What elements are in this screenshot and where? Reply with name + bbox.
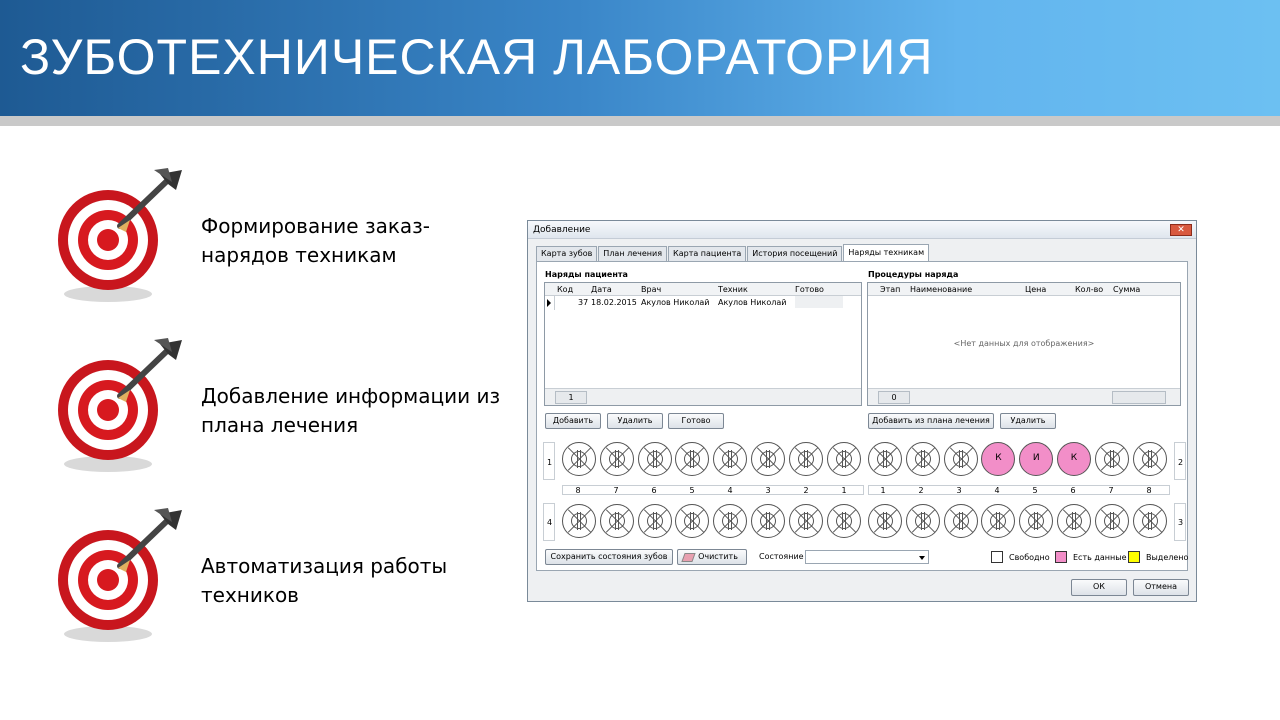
dialog-titlebar (528, 221, 1196, 239)
procedures-grid (867, 282, 1181, 406)
tooth-number: 8 (575, 486, 581, 495)
banner-stripe (0, 116, 1280, 126)
col-technician[interactable]: Техник (718, 285, 748, 294)
cell-technician[interactable]: Акулов Николай (718, 298, 787, 307)
tooth-button[interactable] (1095, 442, 1129, 476)
cell-ready[interactable] (795, 296, 843, 308)
orders-grid (544, 282, 862, 406)
col-price[interactable]: Цена (1025, 285, 1047, 294)
tooth-button[interactable] (1095, 504, 1129, 538)
tooth-button[interactable] (1019, 504, 1053, 538)
tooth-number: 8 (1146, 486, 1152, 495)
tooth-button[interactable] (562, 504, 596, 538)
tab-patient-card[interactable]: Карта пациента (668, 246, 746, 261)
tooth-button[interactable] (713, 504, 747, 538)
delete-order-button[interactable]: Удалить (607, 413, 663, 429)
tooth-button[interactable] (1057, 504, 1091, 538)
table-row[interactable] (545, 296, 861, 310)
tab-tooth-chart[interactable]: Карта зубов (536, 246, 597, 261)
state-select[interactable] (805, 550, 929, 564)
tooth-button[interactable] (944, 504, 978, 538)
tooth-button[interactable] (789, 504, 823, 538)
col-date[interactable]: Дата (591, 285, 612, 294)
tooth-number: 6 (1070, 486, 1076, 495)
add-order-button[interactable]: Добавить (545, 413, 601, 429)
cell-code[interactable]: 37 (578, 298, 589, 307)
eraser-icon (681, 553, 695, 562)
bullet-item (50, 168, 510, 308)
ok-button[interactable]: ОК (1071, 579, 1127, 596)
bullet-item (50, 338, 510, 478)
procedures-label: Процедуры наряда (868, 270, 959, 279)
ready-button[interactable]: Готово (668, 413, 724, 429)
tooth-number: 3 (765, 486, 771, 495)
tooth-button[interactable] (868, 504, 902, 538)
tab-content (536, 261, 1188, 571)
target-dart-icon (50, 508, 190, 648)
tooth-button[interactable] (600, 442, 634, 476)
tooth-button[interactable] (944, 442, 978, 476)
tooth-button[interactable] (1019, 442, 1053, 476)
close-icon[interactable]: ✕ (1170, 224, 1192, 236)
legend-free-label: Свободно (1009, 553, 1050, 562)
add-dialog (527, 220, 1197, 602)
tooth-button[interactable] (713, 442, 747, 476)
procedures-sum-box (1112, 391, 1166, 404)
slide-title: ЗУБОТЕХНИЧЕСКАЯ ЛАБОРАТОРИЯ (20, 29, 934, 85)
delete-procedure-button[interactable]: Удалить (1000, 413, 1056, 429)
tooth-button[interactable] (638, 504, 672, 538)
tooth-button[interactable] (827, 504, 861, 538)
tooth-button[interactable] (981, 504, 1015, 538)
bullet-text: Добавление информации из плана лечения (201, 384, 501, 437)
tooth-number: 2 (803, 486, 809, 495)
quadrant-2-label: 2 (1178, 458, 1184, 467)
tooth-button[interactable] (638, 442, 672, 476)
bullet-text: Формирование заказ- нарядов техникам (201, 214, 431, 267)
tooth-number: 7 (1108, 486, 1114, 495)
orders-count: 1 (555, 391, 587, 404)
procedures-grid-header (868, 283, 1180, 296)
tab-strip (536, 246, 930, 261)
orders-label: Наряды пациента (545, 270, 628, 279)
tooth-mark: К (1070, 453, 1078, 463)
tab-technician-orders[interactable]: Наряды техникам (843, 244, 929, 261)
bullet-item (50, 508, 510, 648)
procedures-grid-footer (868, 388, 1180, 405)
legend-has-data-label: Есть данные (1073, 553, 1127, 562)
cancel-button[interactable]: Отмена (1133, 579, 1189, 596)
quadrant-1-label: 1 (547, 458, 553, 467)
tooth-mark: И (1032, 453, 1040, 463)
quadrant-4-label: 4 (547, 518, 553, 527)
tooth-button[interactable] (675, 504, 709, 538)
state-label: Состояние (759, 552, 804, 561)
tooth-number: 5 (689, 486, 695, 495)
bullet-text: Автоматизация работы техников (201, 554, 448, 607)
col-ready[interactable]: Готово (795, 285, 824, 294)
legend-free-swatch (991, 551, 1003, 563)
tooth-button[interactable] (751, 442, 785, 476)
tooth-button[interactable] (1057, 442, 1091, 476)
save-tooth-states-button[interactable]: Сохранить состояния зубов (545, 549, 673, 565)
tooth-mark: К (995, 453, 1002, 463)
col-name[interactable]: Наименование (910, 285, 973, 294)
tooth-button[interactable] (1133, 442, 1167, 476)
cell-date[interactable]: 18.02.2015 (591, 298, 637, 307)
tooth-button[interactable] (562, 442, 596, 476)
orders-grid-footer (545, 388, 861, 405)
clear-button-label: Очистить (698, 552, 738, 561)
tooth-button[interactable] (600, 504, 634, 538)
procedures-count: 0 (878, 391, 910, 404)
cell-doctor[interactable]: Акулов Николай (641, 298, 710, 307)
clear-button[interactable] (677, 549, 747, 565)
quadrant-3-label: 3 (1178, 518, 1184, 527)
tooth-button[interactable] (751, 504, 785, 538)
col-qty[interactable]: Кол-во (1075, 285, 1104, 294)
tooth-number: 1 (841, 486, 847, 495)
tooth-button[interactable] (981, 442, 1015, 476)
tooth-button[interactable] (789, 442, 823, 476)
legend-selected-swatch (1128, 551, 1140, 563)
tab-visit-history[interactable]: История посещений (747, 246, 842, 261)
tooth-button[interactable] (1133, 504, 1167, 538)
tooth-number: 7 (613, 486, 619, 495)
tooth-number: 3 (956, 486, 962, 495)
tooth-number: 2 (918, 486, 924, 495)
tooth-number: 1 (880, 486, 886, 495)
row-indicator-icon (545, 296, 555, 310)
tooth-button[interactable] (868, 442, 902, 476)
chevron-down-icon (919, 556, 925, 560)
col-sum[interactable]: Сумма (1113, 285, 1141, 294)
tooth-button[interactable] (675, 442, 709, 476)
tooth-button[interactable] (906, 442, 940, 476)
col-stage[interactable]: Этап (880, 285, 901, 294)
add-from-plan-button[interactable]: Добавить из плана лечения (868, 413, 994, 429)
col-doctor[interactable]: Врач (641, 285, 662, 294)
target-dart-icon (50, 338, 190, 478)
tooth-button[interactable] (827, 442, 861, 476)
tooth-number: 4 (727, 486, 733, 495)
tooth-number: 5 (1032, 486, 1038, 495)
target-dart-icon (50, 168, 190, 308)
tooth-button[interactable] (906, 504, 940, 538)
tooth-number: 6 (651, 486, 657, 495)
empty-message: <Нет данных для отображения> (953, 339, 1095, 348)
legend-has-data-swatch (1055, 551, 1067, 563)
tooth-number: 4 (994, 486, 1000, 495)
legend-selected-label: Выделено (1146, 553, 1189, 562)
orders-grid-header (545, 283, 861, 296)
col-code[interactable]: Код (557, 285, 574, 294)
dialog-title: Добавление (533, 225, 591, 235)
tab-treatment-plan[interactable]: План лечения (598, 246, 667, 261)
